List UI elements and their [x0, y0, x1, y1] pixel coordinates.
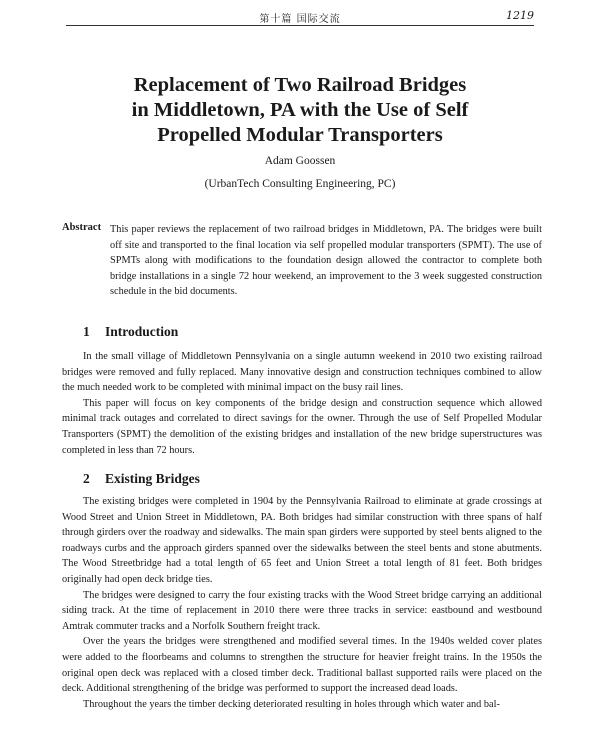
running-head [66, 8, 534, 26]
paragraph: The bridges were designed to carry the four existing tracks with the Wood Street bridge carrying an additional siding track. At the time of replacement in 2010 there were three tracks in service: eastbound and westbound Amtrak commuter tracks and a Norfolk Southern freight track. [62, 589, 542, 632]
paragraph: Throughout the years the timber decking deteriorated resulting in holes through which water and bal- [83, 698, 500, 710]
paragraph: The existing bridges were completed in 1904 by the Pennsylvania Railroad to eliminate at grade crossings at Wood Street and Union Street in Middletown, PA. Both bridges had similar construction with three spans of half through girders over the roadway and sidewalks. The main span girders were supported by steel bents aligned to the roadways curbs and the approach girders spanned over the sidewalks between the steel bents and stone abutments. The Wood Streetbridge had a total length of 65 feet and Union Street a total length of 81 feet. Both bridges originally had open deck bridge ties. [62, 496, 542, 585]
abstract-label: Abstract [62, 222, 102, 233]
abstract-text: This paper reviews the replacement of two railroad bridges in Middletown, PA. The bridges were built off site and transported to the final location via self propelled modular transporters (SPMT). The use of SPMTs along with modifications to the foundation design allowed the contractor to complete both bridge installations in a single 72 hour weekend, an improvement to the 3 week suggested construction schedule in the bid documents. [110, 224, 542, 298]
section-title: Introduction [105, 324, 179, 339]
running-head-title: 第十篇 国际交流 [259, 14, 341, 25]
title-line: Replacement of Two Railroad Bridges [133, 74, 467, 96]
paragraph: This paper will focus on key components of the bridge design and construction sequence which allowed minimal track outages and correlated to direct savings for the owner. Through the use of Self Propelled Modular Transporters (SPMT) the demolition of the existing bridges and installation of the new bridge superstructures was completed in less than 72 hours. [62, 397, 542, 456]
title-line: in Middletown, PA with the Use of Self [131, 99, 469, 121]
title-line: Propelled Modular Transporters [157, 124, 443, 146]
section-number: 1 [83, 324, 90, 339]
paragraph: In the small village of Middletown Pennsylvania on a single autumn weekend in 2010 two existing railroad bridges were removed and fully replaced. Many innovative design and construction techniques combined to allow the much needed work to be completed with minimal impact on the busy rail lines. [62, 351, 542, 394]
section-number: 2 [83, 471, 90, 486]
section-heading-introduction [83, 324, 178, 340]
paper-title [60, 73, 540, 148]
header-rule [66, 25, 534, 26]
section-body-introduction [62, 349, 542, 458]
section-title: Existing Bridges [105, 471, 200, 486]
author-affiliation: (UrbanTech Consulting Engineering, PC) [204, 178, 396, 190]
page-number: 1219 [506, 9, 534, 22]
author-name: Adam Goossen [264, 155, 336, 167]
section-body-existing-bridges [62, 494, 542, 712]
paragraph: Over the years the bridges were strengthened and modified several times. In the 1940s welded cover plates were added to the floorbeams and columns to strengthen the structure for heavier freight trains. In the 1950s the original open deck was replaced with a closed timber deck. Traditional ballast supported rails were placed on the deck. Additional strengthening of the bridge was performed to support the increased dead loads. [62, 636, 542, 695]
abstract [62, 222, 542, 300]
section-heading-existing-bridges [83, 471, 200, 487]
